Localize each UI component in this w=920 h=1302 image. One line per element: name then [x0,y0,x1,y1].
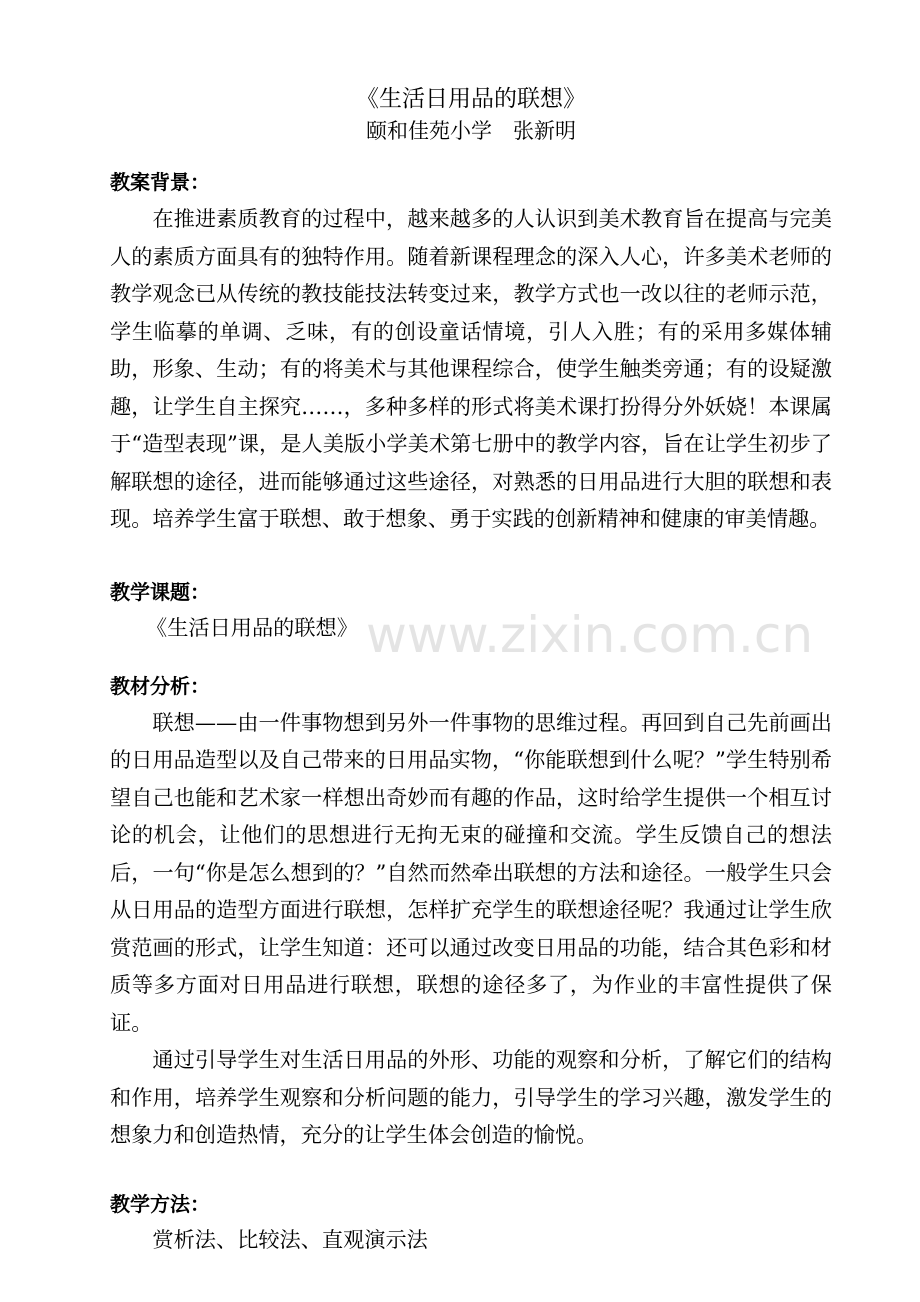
heading-topic: 教学课题： [110,579,210,604]
topic-text: 《生活日用品的联想》 [146,614,358,640]
heading-methods: 教学方法： [110,1191,210,1216]
heading-analysis: 教材分析： [110,673,210,698]
watermark: www.zixin.com.cn [366,606,814,664]
heading-background: 教案背景： [110,170,210,194]
section-analysis [110,668,832,1154]
analysis-paragraph-2: 通过引导学生对生活日用品的外形、功能的观察和分析，了解它们的结构和作用，培养学生观察和分析问题的能力，引导学生的学习兴趣，激发学生的想象力和创造热情，充分的让学生体会创造的愉悦。 [110,1047,832,1147]
analysis-paragraph-1: 联想——由一件事物想到另外一件事物的思维过程。再回到自己先前画出的日用品造型以及自己带来的日用品实物，“你能联想到什么呢？”学生特别希望自己也能和艺术家一样想出奇妙而有趣的作品，这时给学生提供一个相互讨论的机会，让他们的思想进行无拘无束的碰撞和交流。学生反馈自己的想法后，一句“你是怎么想到的？”自然而然牵出联想的方法和途径。一般学生只会从日用品的造型方面进行联想，怎样扩充学生的联想途径呢？我通过让学生欣赏范画的形式，让学生知道：还可以通过改变日用品的功能，结合其色彩和材质等多方面对日用品进行联想，联想的途径多了，为作业的丰富性提供了保证。 [110,709,832,1035]
methods-text: 赏析法、比较法、直观演示法 [152,1226,428,1252]
section-background [110,164,832,538]
background-paragraph: 在推进素质教育的过程中，越来越多的人认识到美术教育旨在提高与完美人的素质方面具有的独特作用。随着新课程理念的深入人心，许多美术老师的教学观念已从传统的教技能技法转变过来，教学方式也一改以往的老师示范，学生临摹的单调、乏味，有的创设童话情境，引人入胜；有的采用多媒体辅助，形象、生动；有的将美术与其他课程综合，使学生触类旁通；有的设疑激趣，让学生自主探究……，多种多样的形式将美术课打扮得分外妖娆！本课属于“造型表现”课，是人美版小学美术第七册中的教学内容，旨在让学生初步了解联想的途径，进而能够通过这些途径，对熟悉的日用品进行大胆的联想和表现。培养学生富于联想、敢于想象、勇于实践的创新精神和健康的审美情趣。 [110,206,832,531]
section-methods [110,1186,832,1258]
author-line: 颐和佳苑小学 张新明 [366,119,576,143]
document-title: 《生活日用品的联想》 [356,86,586,112]
